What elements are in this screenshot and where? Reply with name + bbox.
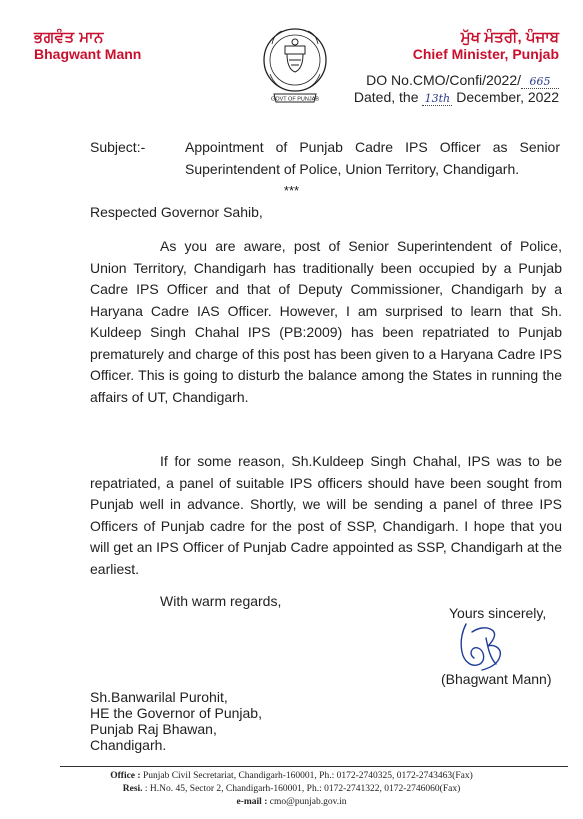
footer-email [0, 796, 583, 809]
seal-text: GOVT OF PUNJAB [271, 96, 319, 103]
sender-name-english: Bhagwant Mann [34, 46, 142, 62]
addressee-line: HE the Governor of Punjab, [90, 705, 262, 721]
office-title-english: Chief Minister, Punjab [412, 46, 559, 62]
letter-date [354, 89, 559, 106]
closing: Yours sincerely, [449, 605, 547, 621]
sender-name-punjabi: ਭਗਵੰਤ ਮਾਨ [34, 29, 104, 46]
subject-block [90, 137, 560, 180]
reference-handwritten-number: 665 [521, 75, 559, 89]
footer-office [0, 770, 583, 783]
addressee-block [90, 689, 262, 753]
paragraph-2-text: If for some reason, Sh.Kuldeep Singh Chahal, IPS was to be repatriated, a panel of suitable IPS officers should have been sought from Punjab well in advance. Shortly, we will be sending a panel of three IPS Officers of Punjab cadre for the post of SSP, Chandigarh. I hope that you will get an IPS Officer of Punjab Cadre appointed as SSP, Chandigarh at the earliest. [90, 453, 562, 577]
date-month-year: December, 2022 [456, 89, 559, 105]
footer-email-label: e-mail : [236, 797, 268, 807]
addressee-line: Sh.Banwarilal Purohit, [90, 689, 228, 705]
date-handwritten-day: 13th [422, 92, 452, 106]
government-seal-icon [260, 24, 330, 112]
subject-label: Subject:- [90, 139, 146, 155]
signatory-name: (Bhagwant Mann) [441, 671, 552, 687]
paragraph-1 [90, 236, 562, 408]
footer [0, 770, 583, 809]
date-prefix: Dated, the [353, 89, 419, 105]
footer-office-label: Office : [110, 771, 141, 781]
footer-email-text: cmo@punjab.gov.in [269, 797, 347, 807]
footer-resi-text: : H.No. 45, Sector 2, Chandigarh-160001, Ph.: 0172-2741322, 0172-2746060(Fax) [144, 784, 461, 794]
addressee-line: Punjab Raj Bhawan, [90, 721, 217, 737]
office-title-punjabi: ਮੁੱਖ ਮੰਤਰੀ, ਪੰਜਾਬ [460, 29, 559, 46]
footer-office-text: Punjab Civil Secretariat, Chandigarh-160001, Ph.: 0172-2740325, 0172-2743463(Fax) [142, 771, 473, 781]
reference-number [366, 72, 559, 89]
reference-prefix: DO No.CMO/Confi/2022/ [366, 72, 521, 88]
footer-residence [0, 783, 583, 796]
subject-line-2: Superintendent of Police, Union Territory, Chandigarh. [185, 160, 520, 177]
footer-divider [60, 766, 568, 767]
salutation: Respected Governor Sahib, [90, 204, 263, 220]
signature-icon [452, 618, 510, 674]
regards: With warm regards, [160, 593, 282, 609]
paragraph-1-text: As you are aware, post of Senior Superintendent of Police, Union Territory, Chandigarh has traditionally been occupied by a Punjab Cadre IPS Officer and that of Deputy Commissioner, Chandigarh by a Haryana Cadre IAS Officer. However, I am surprised to learn that Sh. Kuldeep Singh Chahal IPS (PB:2009) has been repatriated to Punjab prematurely and charge of this post has been given to a Haryana Cadre IPS Officer. This is going to disturb the balance among the States in running the affairs of UT, Chandigarh. [90, 238, 562, 405]
footer-resi-label: Resi. [122, 784, 143, 794]
separator: *** [283, 183, 300, 198]
subject-line-1: Appointment of Punjab Cadre IPS Officer as Senior [185, 139, 560, 155]
addressee-line: Chandigarh. [90, 737, 167, 753]
paragraph-2 [90, 451, 562, 580]
